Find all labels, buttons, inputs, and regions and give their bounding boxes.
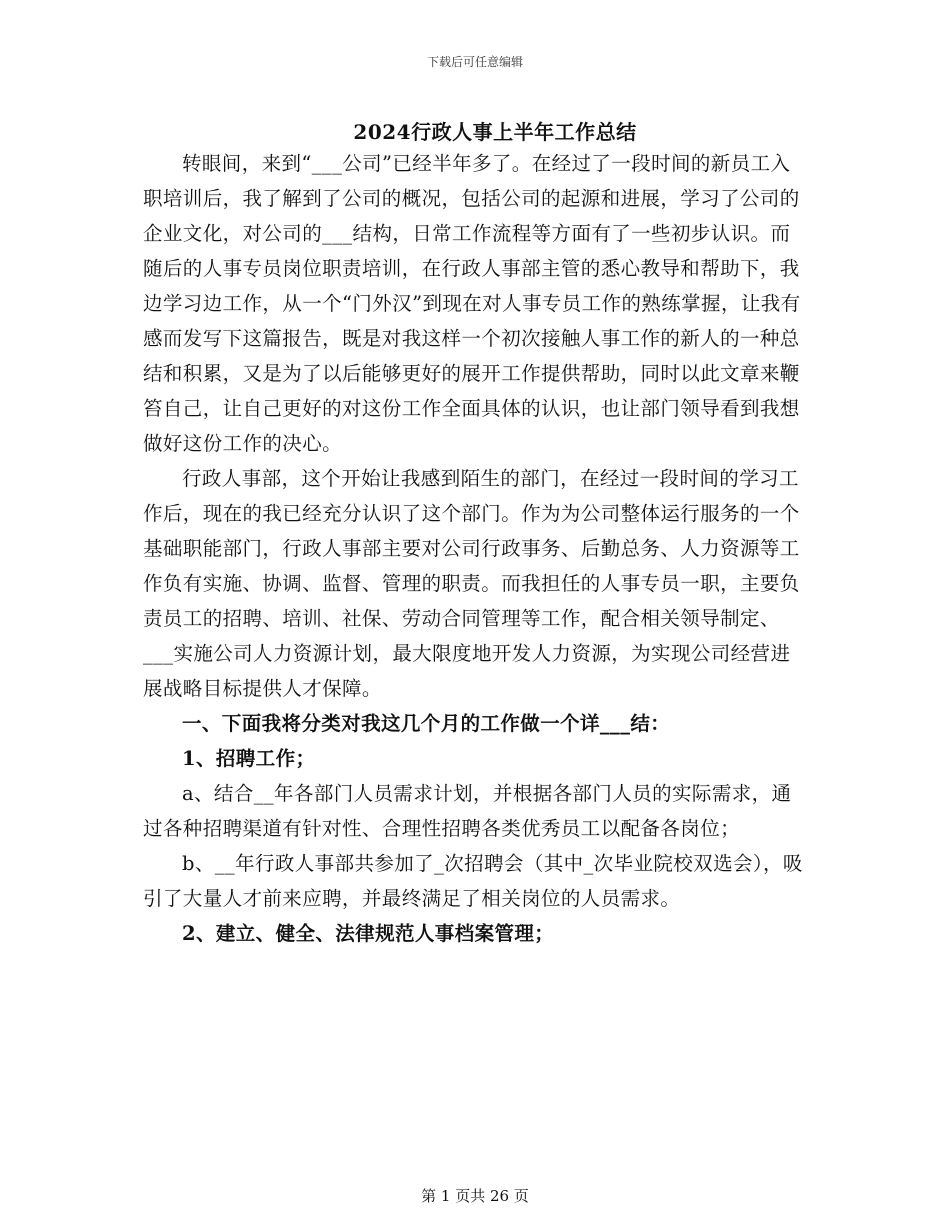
paragraph-recruitment-a: a、结合__年各部门人员需求计划，并根据各部门人员的实际需求，通过各种招聘渠道有针对性、合理性招聘各类优秀员工以配备各岗位； — [143, 782, 792, 840]
paragraph-recruitment-b: b、__年行政人事部共参加了_次招聘会（其中_次毕业院校双选会），吸引了大量人才前来应聘，并最终满足了相关岗位的人员需求。 — [143, 852, 803, 910]
subsection-heading-recruitment: 1、招聘工作； — [182, 747, 316, 770]
page-footer: 第 1 页共 26 页 — [421, 1187, 529, 1205]
document-title: 2024行政人事上半年工作总结 — [353, 120, 637, 144]
subsection-heading-archives: 2、建立、健全、法律规范人事档案管理； — [182, 922, 555, 945]
header-note: 下载后可任意编辑 — [426, 55, 523, 69]
paragraph-intro: 转眼间，来到“___公司”已经半年多了。在经过了一段时间的新员工入职培训后，我了解到了公司的概况，包括公司的起源和进展，学习了公司的企业文化，对公司的___结构，日常工作流程等方面有了一些初步认识。而随后的人事专员岗位职责培训，在行政人事部主管的悉心教导和帮助下，我边学习边工作，从一个“门外汉”到现在对人事专员工作的熟练掌握，让我有感而发写下这篇报告，既是对我这样一个初次接触人事工作的新人的一种总结和积累，又是为了以后能够更好的展开工作提供帮助，同时以此文章来鞭笞自己，让自己更好的对这份工作全面具体的认识，也让部门领导看到我想做好这份工作的决心。 — [143, 152, 801, 455]
paragraph-department: 行政人事部，这个开始让我感到陌生的部门，在经过一段时间的学习工作后，现在的我已经充分认识了这个部门。作为为公司整体运行服务的一个基础职能部门，行政人事部主要对公司行政事务、后勤总务、人力资源等工作负有实施、协调、监督、管理的职责。而我担任的人事专员一职，主要负责员工的招聘、培训、社保、劳动合同管理等工作，配合相关领导制定、___实施公司人力资源计划，最大限度地开发人力资源，为实现公司经营进展战略目标提供人才保障。 — [143, 467, 800, 700]
document-body — [143, 146, 808, 951]
section-heading-1: 一、下面我将分类对我这几个月的工作做一个详___结： — [182, 712, 671, 735]
